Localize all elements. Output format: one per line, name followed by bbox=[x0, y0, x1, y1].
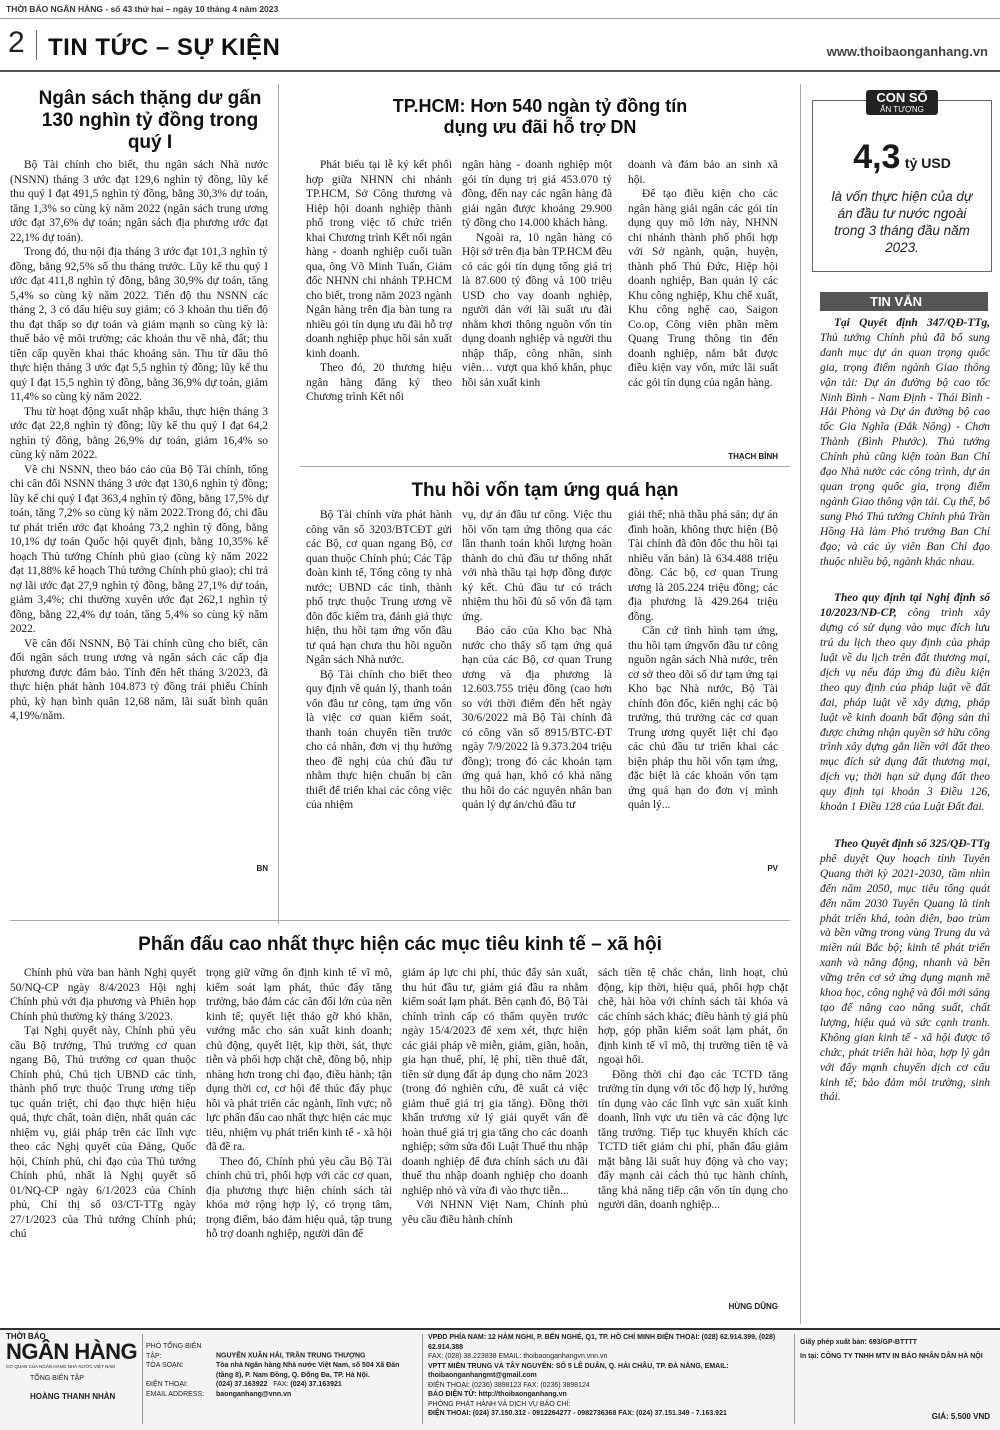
article1-paragraph: Trong đó, thu nội địa tháng 3 ước đạt 101,3 nghìn tỷ đồng, bằng 92,5% số thu tháng trước. Lũy kế thu quý I ước đạt 411,8 nghìn tỷ đồng, bằng 30,9% dự toán, tăng 5,4% so cùng kỳ năm 2022. Tiến độ thu NSNN các tháng 2, 3 có dấu hiệu suy giảm; có 3 khoản thu tiến độ thu đạt thấp so dự toán và giảm mạnh so cùng kỳ là: thuế bảo vệ môi trường; các khoản thu về nhà, đất; thu tiền cấp quyền khai thác khoáng sản. Thu từ dầu thô thực hiện tháng 3 ước đạt 5,5 nghìn tỷ đồng; lũy kế thu quý I đạt 15,5 nghìn tỷ đồng, bằng 36,9% dự toán, giảm 11,4% so cùng kỳ năm 2022. bbox=[10, 246, 268, 403]
email-label: EMAIL ADDRESS: bbox=[146, 1390, 205, 1398]
article4-paragraph: Với NHNN Việt Nam, Chính phủ yêu cầu điều hành chính bbox=[402, 1199, 588, 1226]
article4-col1 bbox=[10, 966, 196, 1242]
masthead-line: THỜI BÁO NGÂN HÀNG - số 43 thứ hai – ngày 10 tháng 4 năm 2023 bbox=[6, 4, 279, 14]
article3-paragraph: Bộ Tài chính cho biết theo quy định về quản lý, thanh toán vốn đầu tư công, tạm ứng vốn là việc cơ quan kiểm soát, thanh toán chuyển tiền trước cho cá nhân, đơn vị thụ hưởng theo đề nghị của chủ đầu tư nhằm thực hiện chuẩn bị cần thiết để triển khai các công việc của nhiệm bbox=[306, 668, 452, 811]
article4-paragraph: trọng giữ vững ổn định kinh tế vĩ mô, kiểm soát lạm phát, thúc đẩy tăng trưởng, bảo đảm các cân đối lớn của nền kinh tế; quyết liệt tháo gỡ khó khăn, vướng mắc cho sản xuất kinh doanh; chủ động, quyết liệt, kịp thời, sát, thực tiễn và phối hợp chặt chẽ, đồng bộ, nhịp nhàng hơn trong chỉ đạo, điều hành; tận dụng thời cơ, cơ hội để thúc đẩy phục hồi và phát triển các ngành, lĩnh vực; nỗ lực phấn đấu cao nhất thực hiện các mục tiêu, nhiệm vụ phát triển kinh tế - xã hội đã đề ra. bbox=[206, 967, 392, 1153]
tinvan-item-lead: Tại Quyết định 347/QĐ-TTg, bbox=[834, 317, 990, 329]
separator-rule bbox=[300, 466, 790, 467]
deputy-names: NGUYỄN XUÂN HẢI, TRẦN TRUNG THƯỢNG bbox=[216, 1352, 366, 1360]
article1-paragraph: Về chi NSNN, theo báo cáo của Bộ Tài chính, tổng chi cân đối NSNN tháng 3 ước đạt 130,6 nghìn tỷ đồng; lũy kế chi quý I đạt 363,4 nghìn tỷ đồng, bằng 17,5% dự toán, tăng 7,2% so cùng kỳ năm 2022.Trong đó, chi đầu tư phát triển ước đạt khoảng 73,2 nghìn tỷ đồng, bằng 10,1% dự toán Quốc hội quyết định, bằng 10,35% kế hoạch Thủ tướng Chính phủ giao (cùng kỳ năm 2022 đạt 11,88% kế hoạch Thủ tướng Chính phủ giao); chi trả nợ lãi ước đạt 27,9 nghìn tỷ đồng, bằng 27,1% dự toán, giảm 3,4%; chi thường xuyên ước đạt 262,1 nghìn tỷ đồng, bằng 22,4% dự toán, tăng 5,4% so cùng kỳ năm 2022. bbox=[10, 463, 268, 635]
column-rule bbox=[278, 84, 279, 924]
editor-name: HOÀNG THANH NHÀN bbox=[30, 1391, 116, 1401]
tinvan-item bbox=[820, 316, 990, 569]
email-link[interactable]: baonganhang@vnn.vn bbox=[216, 1390, 292, 1398]
article3-col1 bbox=[306, 508, 452, 813]
article4-title: Phấn đấu cao nhất thực hiện các mục tiêu kinh tế – xã hội bbox=[138, 934, 662, 955]
fax-number: (024) 37.163921 bbox=[290, 1381, 342, 1388]
tinvan-item-text: công trình xây dựng có sử dụng vào mục đích lưu trú du lịch theo quy định của pháp luật về du lịch trên đất thương mại, dịch vụ nếu đáp ứng đủ điều kiện theo quy định của pháp luật về đất đai, pháp luật về xây dựng, pháp luật về kinh doanh bất động sản thì được chứng nhận quyền sở hữu công trình xây dựng gắn liền với đất theo mục đích sử dụng đất thương mại, dịch vụ; thời hạn sử dụng đất theo quy định tại khoản 3 Điều 126, khoản 1 Điều 128 của Luật Đất đai. bbox=[820, 607, 990, 814]
article1-byline: BN bbox=[256, 864, 268, 873]
central-office: VPTT MIỀN TRUNG VÀ TÂY NGUYÊN: SỐ 5 LÊ DUẨN, Q. HẢI CHÂU, TP. ĐÀ NẴNG, EMAIL: thoibaonganhangmt@gmail.com bbox=[428, 1362, 729, 1379]
article3-paragraph: Căn cứ tình hình tạm ứng, thu hồi tạm ứngvốn đầu tư công nguồn ngân sách Nhà nước, trên cơ sở theo dõi số dư tạm ứng tại Kho bạc Nhà nước, Bộ Tài chính đôn đốc, kiến nghị các bộ trưởng, thủ trưởng các cơ quan Trung ương quyết liệt chỉ đạo các chủ đầu tư triển khai các biện pháp thu hồi vốn tạm ứng, đặc biệt là các khoản vốn tạm ứng quá hạn do đơn vị mình quản lý... bbox=[628, 625, 778, 811]
article2-paragraph: doanh và đảm bảo an sinh xã hội. bbox=[628, 159, 778, 186]
deputy-label: PHÓ TỔNG BIÊN TẬP: bbox=[146, 1343, 202, 1360]
office-label: TÒA SOẠN: bbox=[146, 1362, 184, 1369]
article2-title: TP.HCM: Hơn 540 ngàn tỷ đồng tín dụng ưu đãi hỗ trợ DN bbox=[392, 96, 688, 137]
footer-divider bbox=[794, 1334, 795, 1424]
logo-top: THỜI BÁO bbox=[6, 1332, 46, 1341]
article2-paragraph: Để tạo điều kiện cho các ngân hàng giải ngân các gói tín dụng quy mô lớn này, NHNN chi nhánh thành phố phối hợp với Sở ngành, quận, huyện, thành phố Thủ Đức, Hiệp hội doanh nghiệp, Ban quản lý các Khu công nghiệp, Khu chế xuất, Khu công nghệ cao, Saigon Co.op, Công viên phần mềm Quang Trung thông tin đến doanh nghiệp, nắm bắt được điều kiện vay vốn, mức lãi suất các gói tín dụng của ngân hàng. bbox=[628, 188, 778, 389]
header-rule bbox=[0, 18, 1000, 19]
tinvan-body bbox=[820, 316, 990, 1105]
article4-col4 bbox=[598, 966, 788, 1213]
footer-divider bbox=[422, 1334, 423, 1424]
tinvan-item-lead: Theo Quyết định số 325/QĐ-TTg bbox=[834, 838, 990, 850]
article3-col2 bbox=[462, 508, 612, 813]
south-contact: FAX: (028) 38.223838 EMAIL: thoibaonganhangvn.vnn.vn bbox=[428, 1353, 608, 1360]
stat-number-row bbox=[812, 138, 992, 177]
article1-paragraph: Thu từ hoạt động xuất nhập khẩu, thực hiện tháng 3 ước đạt 22,8 nghìn tỷ đồng; lũy kế thu quý I đạt 64,2 nghìn tỷ đồng, bằng 26,9% dự toán, giảm 16,4% so cùng kỳ năm 2022. bbox=[10, 405, 268, 461]
tinvan-item bbox=[820, 837, 990, 1105]
header-bottom-rule bbox=[0, 70, 1000, 72]
article2-paragraph: Phát biểu tại lễ ký kết phối hợp giữa NHNN chi nhánh TP.HCM, Sở Công thương và Hiệp hội doanh nghiệp thành phố trong việc tổ chức triển khai Chương trình Kết nối ngân hàng - doanh nghiệp cuối tuần qua, ông Võ Minh Tuấn, Giám đốc NHNN chi nhánh TP.HCM cho biết, trong năm 2023 ngành Ngân hàng trên địa bàn tung ra nhiều gói tín dụng ưu đãi hỗ trợ doanh nghiệp phục hồi sản xuất kinh doanh. bbox=[306, 159, 452, 360]
page-number: 2 bbox=[8, 26, 25, 59]
article4-paragraph: giảm áp lực chi phí, thúc đẩy sản xuất, thu hút đầu tư, giảm giá đầu ra nhằm kiểm soát lạm phát. Bên cạnh đó, Bộ Tài chính trình cấp có thẩm quyền trước ngày 15/4/2023 để xem xét, thực hiện các giải pháp về miễn, giảm, giãn, hoãn, gia hạn thuế, phí, lệ phí, tiền thuê đất, tiền sử dụng đất áp dụng cho năm 2023 (trong đó nghiên cứu, đề xuất cả việc giảm thuế giá trị gia tăng). Đồng thời khẩn trương xử lý giải quyết vấn đề hoàn thuế giá trị gia tăng cho các doanh nghiệp; sớm sửa đổi Luật Thuế thu nhập doanh nghiệp để đưa chính sách ưu đãi thuế thu nhập doanh nghiệp cho doanh nghiệp nhỏ và vừa đi vào thực tiễn... bbox=[402, 967, 588, 1197]
footer-editor bbox=[30, 1374, 140, 1401]
tinvan-heading bbox=[820, 292, 988, 311]
footer-offices bbox=[428, 1333, 788, 1419]
article4-paragraph: Đồng thời chỉ đạo các TCTD tăng trưởng tín dụng với tốc độ hợp lý, hướng tín dụng vào các lĩnh vực sản xuất kinh doanh, lĩnh vực ưu tiên và các động lực tăng trưởng. Tiếp tục khuyến khích các TCTD tiết giảm chi phí, phấn đấu giảm mặt bằng lãi suất huy động và cho vay; đẩy mạnh cải cách thủ tục hành chính, tăng khả năng tiếp cận vốn tín dụng cho người dân, doanh nghiệp... bbox=[598, 1068, 788, 1211]
article4-paragraph: Chính phủ vừa ban hành Nghị quyết 50/NQ-CP ngày 8/4/2023 Hội nghị Chính phủ với địa phương và Phiên họp Chính phủ thường kỳ tháng 3/2023. bbox=[10, 967, 196, 1023]
printer: In tại: CÔNG TY TNHH MTV IN BÁO NHÂN DÂN HÀ NỘI bbox=[800, 1352, 983, 1360]
article3-title: Thu hồi vốn tạm ứng quá hạn bbox=[411, 480, 679, 501]
article2-paragraph: Ngoài ra, 10 ngân hàng có Hội sở trên địa bàn TP.HCM đều có các gói tín dụng tổng giá trị là 87.600 tỷ đồng và 100 triệu USD cho vay doanh nghiệp, người dân với lãi suất ưu đãi nhằm khơi thông nguồn vốn tín dụng doanh nghiệp và người thu nhập thấp, công nhân, sinh viên… vượt qua khó khăn, phục hồi sản xuất kinh bbox=[462, 231, 612, 389]
central-contact: ĐIỆN THOẠI: (0236) 3898123 FAX: (0236) 3898124 bbox=[428, 1381, 590, 1389]
distribution: PHÒNG PHÁT HÀNH VÀ DỊCH VỤ BÁO CHÍ: bbox=[428, 1400, 571, 1408]
stat-label-bottom: ẤN TƯỢNG bbox=[880, 105, 924, 114]
logo-sub: CƠ QUAN CỦA NGÂN HÀNG NHÀ NƯỚC VIỆT NAM bbox=[6, 1364, 115, 1369]
article2-byline: THẠCH BÌNH bbox=[728, 452, 778, 461]
phone-label: ĐIỆN THOẠI: bbox=[146, 1381, 188, 1388]
article1-title: Ngân sách thặng dư gấn 130 nghìn tỷ đồng trong quý I bbox=[38, 88, 262, 153]
stat-number: 4,3 bbox=[853, 138, 901, 176]
sidebar-rule bbox=[800, 84, 801, 1324]
article3-paragraph: giải thể; nhà thầu phá sản; dự án đình hoãn, không thực hiện (Bộ Tài chính đã đôn đốc thu hồi tại nhiều văn bản) là 634.488 triệu đồng. Các bộ, cơ quan Trung ương là 205.224 triệu đồng; các địa phương là 429.264 triệu đồng. bbox=[628, 509, 778, 623]
tinvan-item bbox=[820, 591, 990, 815]
article4-paragraph: Theo đó, Chính phủ yêu cầu Bộ Tài chính chủ trì, phối hợp với các cơ quan, địa phương thực hiện chính sách tài khóa mở rộng hợp lý, có trọng tâm, trọng điểm, bảo đảm hiệu quả, tập trung hỗ trợ doanh nghiệp, người dân để bbox=[206, 1155, 392, 1240]
tinvan-heading-text: TIN VẮN bbox=[870, 294, 922, 309]
footer-logo bbox=[6, 1332, 140, 1369]
article4-col3 bbox=[402, 966, 588, 1227]
section-title: TIN TỨC – SỰ KIỆN bbox=[48, 34, 281, 61]
article4-paragraph: Tại Nghị quyết này, Chính phủ yêu cầu Bộ trưởng, Thủ trưởng cơ quan ngang Bộ, Thủ trưởng cơ quan thuộc Chính phủ, Chủ tịch UBND các tỉnh, thành phố trực thuộc Trung ương tiếp tục quán triệt, chỉ đạo thực hiện hiệu quả, thực chất, toàn diện, nhất quán các nhiệm vụ, giải pháp trên các lĩnh vực theo các Nghị quyết của Đảng, Quốc hội, Chính phủ, chỉ đạo của Thủ tướng Chính phủ, nhất là Nghị quyết số 01/NQ-CP ngày 6/1/2023 của Chính phủ, Chỉ thị số 03/CT-TTg ngày 27/1/2023 của Thủ tướng Chính phủ; chú bbox=[10, 1025, 196, 1240]
footer-license bbox=[800, 1338, 996, 1361]
footer-divider bbox=[142, 1334, 143, 1424]
price: GIÁ: 5.500 VND bbox=[931, 1412, 990, 1421]
article2-col3 bbox=[628, 158, 778, 390]
article4-byline: HÙNG DŨNG bbox=[728, 1302, 778, 1311]
article1-paragraph: Về cân đối NSNN, Bộ Tài chính cũng cho biết, cân đối ngân sách trung ương và ngân sách các cấp địa phương được đảm bảo. Tính đến hết tháng 3/2023, đã thực hiện phát hành 104.873 tỷ đồng trái phiếu Chính phủ, kỳ hạn bình quân 12,68 năm, lãi suất bình quân 4,19%/năm. bbox=[10, 637, 268, 722]
article4-top-rule bbox=[10, 920, 790, 921]
editor-label: TỔNG BIÊN TẬP bbox=[30, 1375, 84, 1382]
office-address: Tòa nhà Ngân hàng Nhà nước Việt Nam, số 504 Xã Đàn (tầng 8), P. Nam Đồng, Q. Đống Đa, TP. Hà Nội. bbox=[216, 1362, 400, 1379]
stat-description: là vốn thực hiện của dự án đầu tư nước ngoài trong 3 tháng đầu năm 2023. bbox=[831, 189, 973, 255]
distribution-phone: ĐIỆN THOẠI: (024) 37.150.312 - 0912264277 - 0982736368 FAX: (024) 37.151.349 - 7.163.921 bbox=[428, 1410, 727, 1417]
phone-number: (024) 37.163922 bbox=[216, 1381, 268, 1388]
article1-body bbox=[10, 158, 268, 724]
tinvan-item-lead: Theo quy định tại Nghị định số 10/2023/NĐ-CP, bbox=[820, 592, 990, 620]
logo-main: NGÂN HÀNG bbox=[6, 1339, 138, 1364]
stat-label bbox=[866, 90, 938, 115]
article3-paragraph: vụ, dự án đầu tư công. Việc thu hồi vốn tạm ứng thông qua các lần thanh toán khối lượng hoàn thành do chủ đầu tư thống nhất với nhà thầu tại hợp đồng được ký kết. Chủ đầu tư có trách nhiệm thu hồi đủ số vốn đã tạm ứng. bbox=[462, 509, 612, 623]
tinvan-item-text: phê duyệt Quy hoạch tỉnh Tuyên Quang thời kỳ 2021-2030, tầm nhìn đến năm 2050, mục tiêu tổng quát đến năm 2030 Tuyên Quang là tỉnh phát triển khá, toàn diện, bao trùm và bền vững trong vùng Trung du và miền núi Bắc bộ; kinh tế phát triển xanh và năng động, nhanh và bền vững trên cơ sở ứng dụng mạnh mẽ khoa học, công nghệ và đổi mới sáng tạo để nâng cao năng suất, chất lượng, hiệu quả và sức cạnh tranh. Không gian kinh tế - xã hội được tổ chức, phát triển hài hòa, hợp lý gắn với đẩy mạnh chuyển dịch cơ cấu kinh tế; bảo đảm môi trường, sinh thái. bbox=[820, 852, 990, 1104]
article2-col2 bbox=[462, 158, 612, 390]
article3-paragraph: Báo cáo của Kho bạc Nhà nước cho thấy số tạm ứng quá hạn của các Bộ, cơ quan Trung ương và địa phương là 12.603.755 triệu đồng (cao hơn so với thời điểm đến hết ngày 30/6/2022 mà Bộ Tài chính đã có công văn số 8915/BTC-ĐT ngày 7/9/2022 là 9.373.204 triệu đồng); trong đó các khoản tạm ứng quá hạn, khó có khả năng thu hồi do các nguyên nhân ban quản lý dự án/chủ đầu tư bbox=[462, 625, 612, 811]
fax-label: FAX: bbox=[273, 1381, 289, 1388]
article4-paragraph: sách tiền tệ chắc chắn, linh hoạt, chủ động, kịp thời, hiệu quả, phối hợp chặt chẽ, hài hòa với chính sách tài khóa và các chính sách khác; điều hành tỷ giá phù hợp, góp phần kiểm soát lạm phát, ổn định kinh tế vĩ mô, thị trường tiền tệ và ngoại hối. bbox=[598, 967, 788, 1066]
stat-label-top: CON SỐ bbox=[876, 90, 928, 105]
article4-col2 bbox=[206, 966, 392, 1242]
south-office: VPĐD PHÍA NAM: 12 HÀM NGHI, P. BẾN NGHÉ, Q1, TP. HỒ CHÍ MINH ĐIỆN THOẠI: (028) 62.914.399, (028) 62.914.388 bbox=[428, 1334, 776, 1351]
article1-paragraph: Bộ Tài chính cho biết, thu ngân sách Nhà nước (NSNN) tháng 3 ước đạt 129,6 nghìn tỷ đồng, lũy kế thu quý I đạt 491,5 nghìn tỷ đồng, bằng 30,3% dự toán, tăng 1,3% so cùng kỳ năm 2022 (ngân sách trung ương ước đạt 37,6% dự toán; ngân sách địa phương ước đạt 22,1% dự toán). bbox=[10, 159, 268, 244]
website-link[interactable]: www.thoibaonganhang.vn bbox=[826, 44, 988, 59]
online-link[interactable]: BÁO ĐIỆN TỬ: http://thoibaonganhang.vn bbox=[428, 1391, 567, 1398]
article2-paragraph: Theo đó, 20 thương hiệu ngân hàng đăng ký theo Chương trình Kết nối bbox=[306, 362, 452, 403]
article2-col1 bbox=[306, 158, 452, 405]
footer-contacts bbox=[146, 1342, 416, 1399]
article2-paragraph: ngân hàng - doanh nghiệp một gói tín dụng trị giá 453.070 tỷ đồng, đến nay các ngân hàng đã giải ngân được khoảng 29.900 tỷ đồng cho 14.000 khách hàng. bbox=[462, 159, 612, 229]
article3-byline: PV bbox=[767, 864, 778, 873]
tinvan-item-text: Thủ tướng Chính phủ đã bổ sung danh mục dự án quan trọng quốc gia, trọng điểm ngành Giao thông vận tải: Dự án đường bộ cao tốc Ninh Bình - Nam Định - Thái Bình - Hải Phòng và Dự án đường bộ cao tốc Gia Nghĩa (Đắk Nông) - Chơn Thành (Bình Phước). Thủ tướng Chính phủ cũng kiện toàn Ban Chỉ đạo Nhà nước các công trình, dự án quan trọng quốc gia, trọng điểm ngành Giao thông vận tải. Cụ thể, bổ sung Phó Thủ tướng Chính phủ Trần Hồng Hà làm Phó trưởng Ban Chỉ đạo; và các ủy viên Ban Chỉ đạo thuộc nhiều bộ, ngành khác nhau. bbox=[820, 331, 990, 568]
header-divider bbox=[36, 30, 37, 60]
license: Giấy phép xuất bản: 693/GP-BTTTT bbox=[800, 1339, 918, 1346]
stat-unit: tỷ USD bbox=[904, 155, 951, 171]
article3-paragraph: Bộ Tài chính vừa phát hành công văn số 3203/BTCĐT gửi các Bộ, cơ quan ngang Bộ, cơ quan thuộc Chính phủ; Các Tập đoàn kinh tế, Tổng công ty nhà nước; UBND các tỉnh, thành phố trực thuộc Trung ương về đôn đốc kiểm tra, đánh giá thực hiện, thu hồi tạm ứng vốn đầu tư quá hạn chưa thu hồi nguồn Ngân sách Nhà nước. bbox=[306, 509, 452, 666]
article3-col3 bbox=[628, 508, 778, 813]
